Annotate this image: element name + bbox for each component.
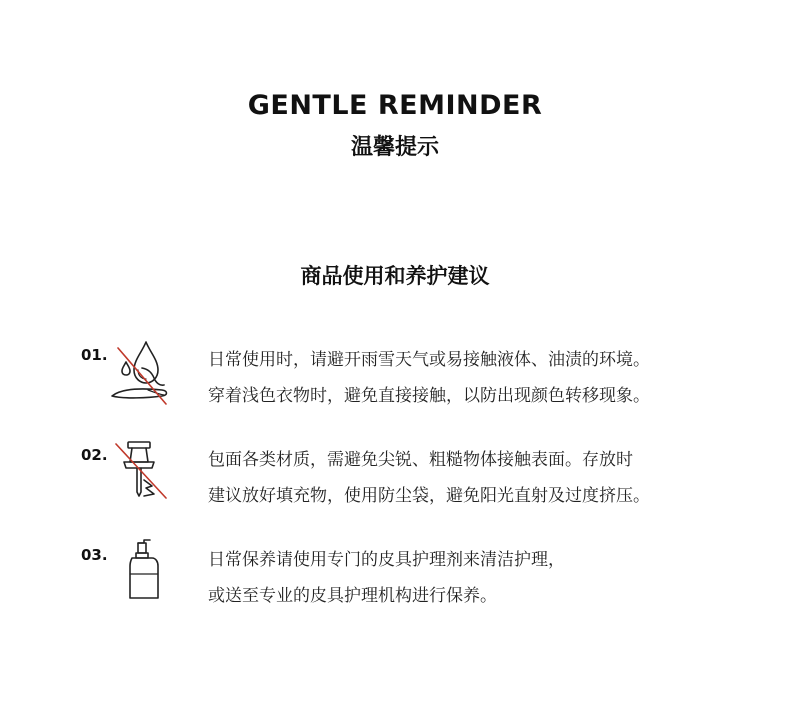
no-liquid-icon	[108, 338, 170, 410]
no-sharp-object-icon	[108, 438, 170, 510]
item-text-line: 建议放好填充物，使用防尘袋，避免阳光直射及过度挤压。	[208, 486, 650, 506]
item-number: 02.	[81, 446, 108, 464]
item-number: 01.	[81, 346, 108, 364]
item-text-line: 穿着浅色衣物时，避免直接接触，以防出现颜色转移现象。	[208, 386, 650, 406]
section-title: 商品使用和养护建议	[300, 264, 490, 288]
leather-cleaner-bottle-icon	[108, 538, 170, 610]
item-text-line: 日常保养请使用专门的皮具护理剂来清洁护理，	[208, 550, 565, 570]
title-chinese: 温馨提示	[350, 135, 439, 160]
item-number: 03.	[81, 546, 108, 564]
care-tip-item-2	[0, 446, 790, 536]
care-tip-item-3	[0, 546, 790, 636]
care-tip-item-1	[0, 346, 790, 436]
title-english: GENTLE REMINDER	[247, 90, 543, 121]
item-text	[208, 542, 565, 614]
item-text	[208, 442, 650, 514]
item-text-line: 日常使用时，请避开雨雪天气或易接触液体、油渍的环境。	[208, 350, 650, 370]
item-text	[208, 342, 650, 414]
item-text-line: 或送至专业的皮具护理机构进行保养。	[208, 586, 497, 606]
item-text-line: 包面各类材质，需避免尖锐、粗糙物体接触表面。存放时	[208, 450, 633, 470]
